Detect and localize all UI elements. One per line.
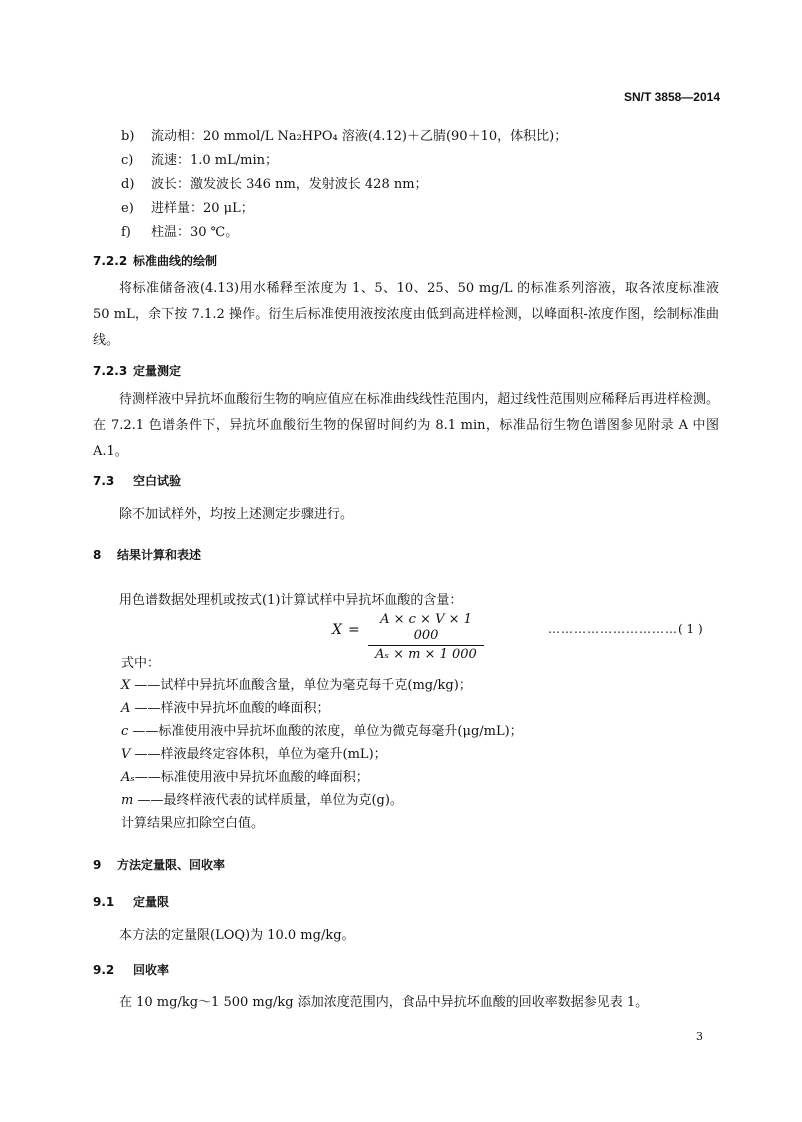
- definition-text: 标准使用液中异抗坏血酸的浓度，单位为微克每毫升(μg/mL)；: [158, 724, 523, 739]
- definition-text: 标准使用液中异抗坏血酸的峰面积；: [160, 770, 369, 785]
- definition-item: [121, 769, 369, 787]
- definition-item: [121, 792, 403, 810]
- section-title: 定量测定: [133, 364, 182, 378]
- section-number: 9.2: [93, 963, 115, 977]
- formula-number-line: [548, 622, 720, 636]
- condition-label: c): [121, 153, 134, 168]
- section-heading-7-3: [93, 472, 181, 490]
- definition-item: [121, 677, 472, 695]
- section-title: 回收率: [133, 963, 170, 977]
- formula-lhs: X: [332, 622, 342, 638]
- definition-dash: ——: [134, 747, 161, 762]
- condition-item: [121, 176, 428, 194]
- definition-symbol: V: [121, 747, 131, 762]
- section-heading-7-2-3: [93, 362, 181, 380]
- definition-symbol: Aₛ: [121, 770, 135, 785]
- blank-note: 计算结果应扣除空白值。: [121, 816, 265, 831]
- where-label: 式中：: [121, 656, 161, 671]
- paragraph-9-2: 在 10 mg/kg～1 500 mg/kg 添加浓度范围内，食品中异抗坏血酸的回收率数据参见表 1。: [119, 995, 649, 1010]
- condition-label: f): [121, 225, 131, 240]
- section-number: 9.1: [93, 895, 115, 909]
- section-title: 标准曲线的绘制: [133, 254, 218, 268]
- section-title: 方法定量限、回收率: [117, 858, 226, 872]
- section-heading-9-1: [93, 893, 169, 911]
- paragraph-7-3: 除不加试样外，均按上述测定步骤进行。: [119, 507, 354, 522]
- paragraph-7-2-3: 待测样液中异抗坏血酸衍生物的响应值应在标准曲线线性范围内，超过线性范围则应稀释后再进样检测。在 7.2.1 色谱条件下，异抗坏血酸衍生物的保留时间约为 8.1 min，标准品衍生物色谱图参见附录 A 中图 A.1。: [93, 392, 719, 459]
- section-heading-7-2-2: [93, 252, 217, 270]
- definition-text: 样液中异抗坏血酸的峰面积；: [160, 701, 330, 716]
- definition-dash: ——: [137, 793, 164, 808]
- section-heading-9-2: [93, 961, 169, 979]
- paragraph-8-intro: 用色谱数据处理机或按式(1)计算试样中异抗坏血酸的含量：: [119, 593, 463, 608]
- definition-symbol: m: [121, 793, 134, 808]
- leader-dots: …………………………: [548, 622, 678, 636]
- standard-code: SN/T 3858—2014: [623, 90, 720, 104]
- condition-text: 流动相：20 mmol/L Na₂HPO₄ 溶液(4.12)＋乙腈(90＋10，体积比)；: [151, 129, 568, 144]
- formula-equals: =: [348, 622, 360, 638]
- paragraph-9-1: 本方法的定量限(LOQ)为 10.0 mg/kg。: [119, 928, 355, 943]
- condition-item: [121, 128, 567, 146]
- definition-text: 样液最终定容体积，单位为毫升(mL)；: [160, 747, 387, 762]
- section-number: 7.2.3: [93, 364, 128, 378]
- condition-text: 柱温：30 ℃。: [151, 225, 239, 240]
- paragraph-7-2-2: 将标准储备液(4.13)用水稀释至浓度为 1、5、10、25、50 mg/L 的标准系列溶液，取各浓度标准液 50 mL，余下按 7.1.2 操作。衍生后标准使用液按浓度由低到高进样检测，以峰面积-浓度作图，绘制标准曲线。: [93, 281, 719, 348]
- definition-item: [121, 746, 387, 764]
- condition-text: 波长：激发波长 346 nm，发射波长 428 nm；: [151, 177, 428, 192]
- formula-denominator: Aₛ × m × 1 000: [375, 647, 477, 662]
- section-heading-8: [93, 546, 201, 564]
- definition-dash: ——: [134, 770, 161, 785]
- page-number: 3: [696, 1030, 703, 1043]
- formula-numerator: A × c × V × 1 000: [368, 612, 484, 646]
- definition-item: [121, 700, 330, 718]
- formula-fraction: [368, 612, 484, 663]
- condition-item: [121, 152, 278, 170]
- section-title: 空白试验: [133, 474, 182, 488]
- condition-text: 进样量：20 μL；: [151, 201, 254, 216]
- condition-text: 流速：1.0 mL/min；: [151, 153, 279, 168]
- section-number: 7.2.2: [93, 254, 128, 268]
- condition-label: b): [121, 129, 135, 144]
- condition-item: [121, 200, 254, 218]
- definition-dash: ——: [134, 701, 161, 716]
- section-heading-9: [93, 856, 225, 874]
- definition-dash: ——: [134, 678, 161, 693]
- section-number: 8: [93, 548, 102, 562]
- definition-symbol: c: [121, 724, 129, 739]
- definition-dash: ——: [132, 724, 159, 739]
- section-title: 定量限: [133, 895, 170, 909]
- section-number: 9: [93, 858, 102, 872]
- condition-label: d): [121, 177, 135, 192]
- condition-item: [121, 224, 238, 242]
- definition-item: [121, 723, 523, 741]
- section-number: 7.3: [93, 474, 115, 488]
- definition-text: 试样中异抗坏血酸含量，单位为毫克每千克(mg/kg)；: [160, 678, 472, 693]
- section-title: 结果计算和表述: [117, 548, 202, 562]
- definition-symbol: X: [121, 678, 131, 693]
- condition-label: e): [121, 201, 134, 216]
- formula-number: ( 1 ): [678, 622, 703, 636]
- definition-text: 最终样液代表的试样质量，单位为克(g)。: [163, 793, 403, 808]
- definition-symbol: A: [121, 701, 131, 716]
